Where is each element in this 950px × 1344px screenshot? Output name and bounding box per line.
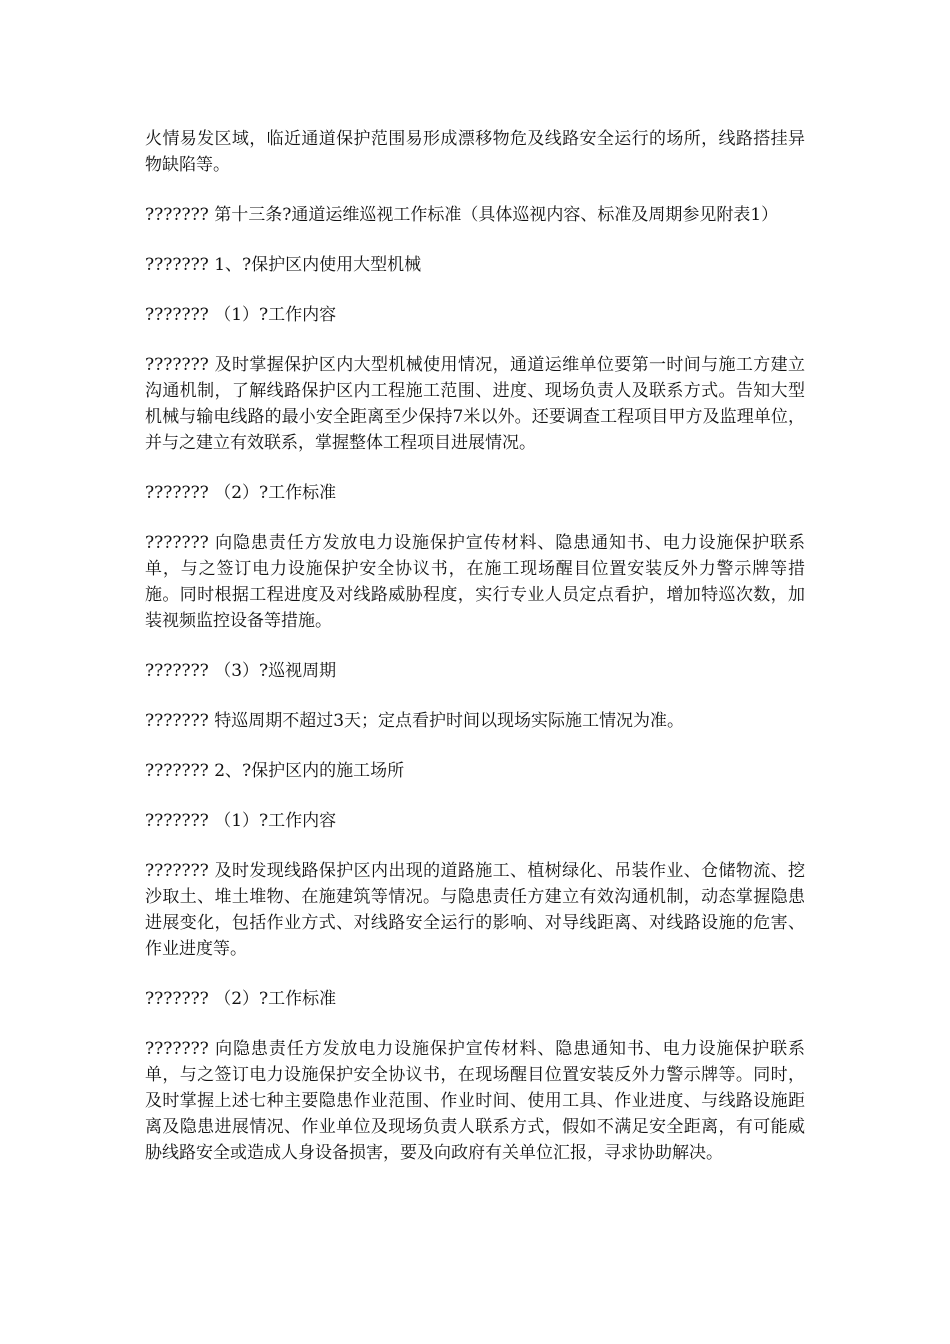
subsection-heading: ??????? （2）?工作标准 [145, 989, 337, 1009]
paragraph: ??????? 特巡周期不超过3天；定点看护时间以现场实际施工情况为准。 [145, 711, 685, 731]
paragraph: ??????? 及时掌握保护区内大型机械使用情况，通道运维单位要第一时间与施工方建立沟通机制，了解线路保护区内工程施工范围、进度、现场负责人及联系方式。告知大型机械与输电线路的最小安全距离至少保持7米以外。还要调查工程项目甲方及监理单位，并与之建立有效联系，掌握整体工程项目进展情况。 [145, 355, 805, 453]
subsection-heading: ??????? （2）?工作标准 [145, 483, 337, 503]
subsection-heading: ??????? （1）?工作内容 [145, 305, 337, 325]
section-heading: ??????? 1、?保护区内使用大型机械 [145, 255, 422, 275]
paragraph: ??????? 及时发现线路保护区内出现的道路施工、植树绿化、吊装作业、仓储物流、挖沙取土、堆土堆物、在施建筑等情况。与隐患责任方建立有效沟通机制，动态掌握隐患进展变化，包括作业方式、对线路安全运行的影响、对导线距离、对线路设施的危害、作业进度等。 [145, 861, 805, 959]
subsection-heading: ??????? （3）?巡视周期 [145, 661, 337, 681]
section-heading: ??????? 2、?保护区内的施工场所 [145, 761, 405, 781]
paragraph: 火情易发区域，临近通道保护范围易形成漂移物危及线路安全运行的场所，线路搭挂异物缺陷等。 [145, 129, 805, 175]
document-body [145, 126, 805, 1190]
article-heading: ??????? 第十三条?通道运维巡视工作标准（具体巡视内容、标准及周期参见附表1） [145, 205, 779, 225]
subsection-heading: ??????? （1）?工作内容 [145, 811, 337, 831]
paragraph: ??????? 向隐患责任方发放电力设施保护宣传材料、隐患通知书、电力设施保护联系单，与之签订电力设施保护安全协议书，在现场醒目位置安装反外力警示牌等。同时，及时掌握上述七种主要隐患作业范围、作业时间、使用工具、作业进度、与线路设施距离及隐患进展情况、作业单位及现场负责人联系方式，假如不满足安全距离，有可能威胁线路安全或造成人身设备损害，要及向政府有关单位汇报，寻求协助解决。 [145, 1039, 805, 1163]
paragraph: ??????? 向隐患责任方发放电力设施保护宣传材料、隐患通知书、电力设施保护联系单，与之签订电力设施保护安全协议书，在施工现场醒目位置安装反外力警示牌等措施。同时根据工程进度及对线路威胁程度，实行专业人员定点看护，增加特巡次数，加装视频监控设备等措施。 [145, 533, 805, 631]
